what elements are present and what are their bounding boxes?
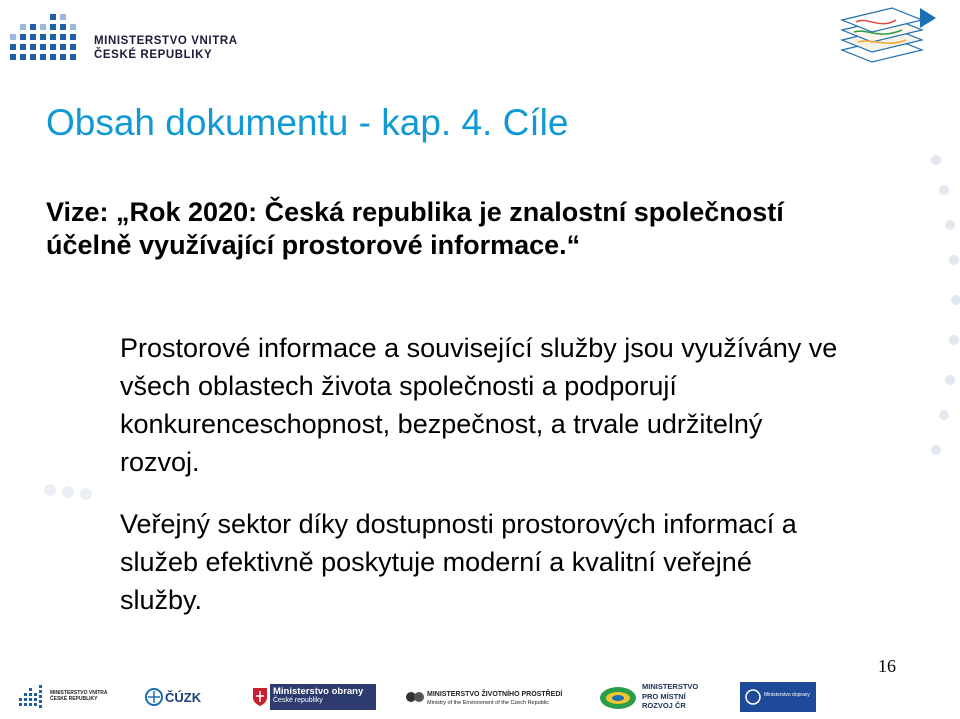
footer-regional-text — [642, 682, 698, 711]
cuzk-emblem-icon — [145, 688, 163, 706]
footer-logo-regional-development — [598, 680, 708, 716]
vision-statement: Vize: „Rok 2020: Česká republika je znalostní společností účelně využívající prostorové informace.“ — [46, 197, 784, 260]
transport-emblem-icon — [744, 688, 762, 706]
ministry-name-line2: ČESKÉ REPUBLIKY — [94, 49, 213, 61]
ministry-name — [94, 34, 238, 62]
footer-environment-line2: Ministry of the Environment of the Czech Republic — [427, 700, 549, 706]
ministry-dots-small-icon — [18, 684, 48, 708]
slide-title: Obsah dokumentu - kap. 4. Cíle — [46, 102, 569, 143]
footer-defence-line1: Ministerstvo obrany — [273, 686, 364, 697]
footer-transport-text: Ministerstvo dopravy — [764, 692, 810, 698]
background-watermark-left — [40, 470, 100, 530]
map-layers-logo — [836, 0, 946, 68]
regional-development-emblem-icon — [598, 683, 638, 713]
footer-interior-text — [50, 690, 108, 702]
footer-defence-line2: České republiky — [273, 697, 323, 704]
footer-logo-transport — [740, 682, 816, 712]
footer-regional-line2: PRO MÍSTNÍ — [642, 691, 686, 701]
environment-emblem-icon — [405, 688, 425, 706]
footer-environment-text — [427, 690, 562, 708]
defence-emblem-icon — [252, 687, 268, 707]
footer-interior-line2: ČESKÉ REPUBLIKY — [50, 696, 98, 702]
background-watermark — [906, 150, 960, 480]
footer-logos — [0, 672, 960, 719]
page-number: 16 — [878, 656, 896, 676]
defence-banner — [270, 684, 376, 710]
ministry-interior-logo — [8, 8, 258, 68]
footer-environment-line1: MINISTERSTVO ŽIVOTNÍHO PROSTŘEDÍ — [427, 691, 563, 698]
footer-cuzk-text: ČÚZK — [165, 690, 202, 705]
footer-regional-line3: ROZVOJ ČR — [642, 701, 686, 710]
footer-regional-line1: MINISTERSTVO — [642, 682, 699, 691]
paragraph-public-sector: Veřejný sektor díky dostupnosti prostorových informací a služeb efektivně poskytuje moderní a kvalitní veřejné služby. — [120, 509, 797, 615]
footer-logo-defence — [252, 682, 378, 712]
paragraph-spatial-information: Prostorové informace a související služby jsou využívány ve všech oblastech života společnosti a podporují konkurenceschopnost, bezpečnost, a trvale udržitelný rozvoj. — [120, 333, 838, 477]
footer-interior-line1: MINISTERSTVO VNITRA — [50, 690, 108, 696]
footer-logo-cuzk — [145, 686, 201, 710]
ministry-name-line1: MINISTERSTVO VNITRA — [94, 35, 238, 47]
footer-logo-environment — [405, 686, 585, 714]
footer-logo-interior — [18, 682, 128, 712]
ministry-dots-icon — [8, 8, 88, 68]
